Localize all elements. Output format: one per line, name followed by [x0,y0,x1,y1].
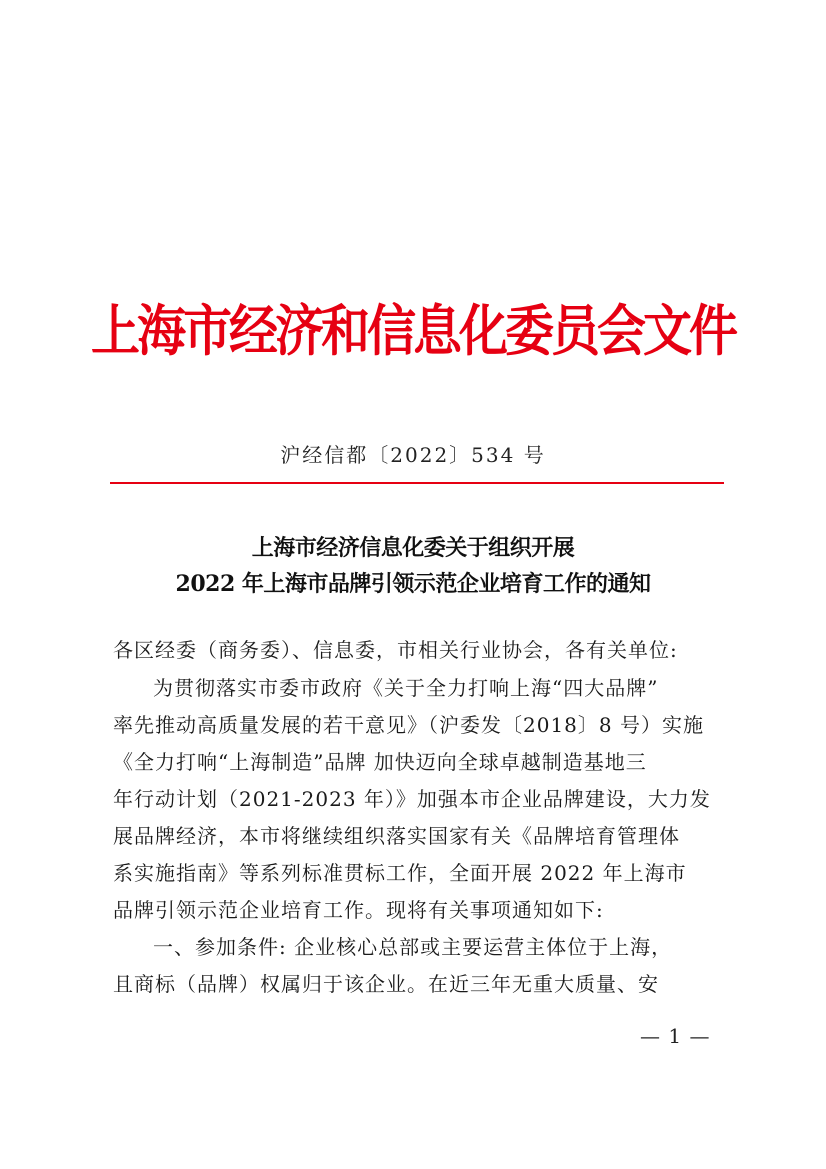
body-line: 品牌引领示范企业培育工作。现将有关事项通知如下: [113,898,604,922]
body-line-section-1: 一、参加条件: 企业核心总部或主要运营主体位于上海， [153,935,673,959]
body-line: 年行动计划（2021-2023 年）》加强本市企业品牌建设，大力发 [113,787,711,811]
body-line: 且商标（品牌）权属归于该企业。在近三年无重大质量、安 [113,972,659,996]
body-line: 为贯彻落实市委市政府《关于全力打响上海“四大品牌” [153,676,659,700]
body-line: 展品牌经济，本市将继续组织落实国家有关《品牌培育管理体 [113,824,680,848]
body-line: 《全力打响“上海制造”品牌 加快迈向全球卓越制造基地三 [113,750,647,774]
masthead-title: 上海市经济和信息化委员会文件 [90,298,735,364]
document-number: 沪经信都〔2022〕534 号 [280,443,546,467]
body-line: 率先推动高质量发展的若干意见》（沪委发〔2018〕8 号）实施 [113,713,704,737]
body-line: 系实施指南》等系列标准贯标工作，全面开展 2022 年上海市 [113,861,687,885]
red-divider [110,482,724,484]
notice-title-line-1: 上海市经济信息化委关于组织开展 [251,535,575,561]
body-line-addressees: 各区经委（商务委）、信息委，市相关行业协会，各有关单位: [113,638,678,662]
page-number: — 1 — [640,1024,711,1048]
notice-title-line-2: 2022 年上海市品牌引领示范企业培育工作的通知 [175,571,651,597]
